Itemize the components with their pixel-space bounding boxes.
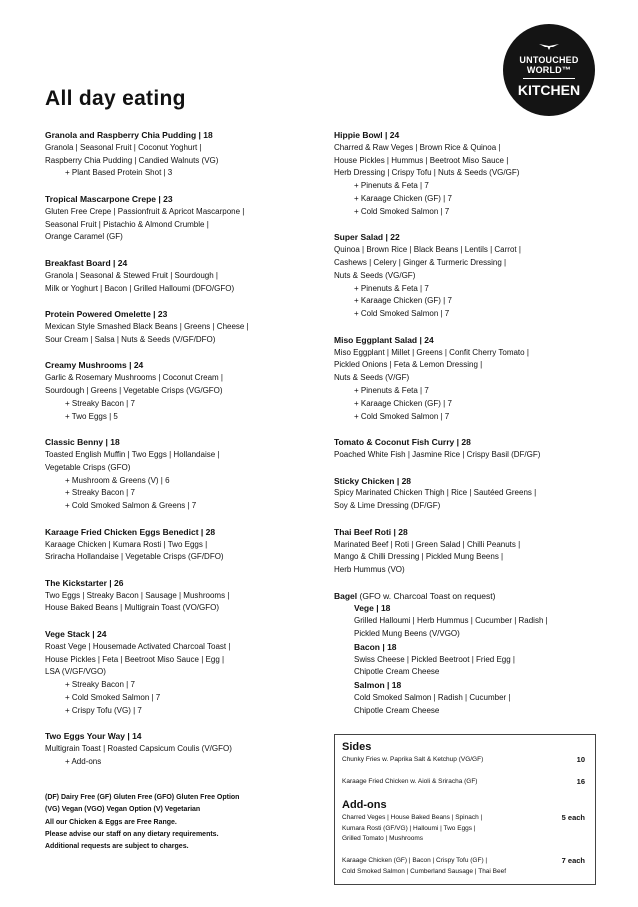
menu-item-title: Thai Beef Roti | 28	[334, 526, 408, 537]
bagel-option-description: Cold Smoked Salmon | Radish | Cucumber | Chipotle Cream Cheese	[354, 693, 511, 715]
logo-line-1: UNTOUCHED	[519, 55, 579, 65]
bagel-option-description: Swiss Cheese | Pickled Beetroot | Fried Egg | Chipotle Cream Cheese	[354, 654, 515, 677]
menu-item	[334, 436, 616, 462]
menu-item-title: Tropical Mascarpone Crepe | 23	[45, 193, 173, 204]
dietary-legend	[45, 792, 335, 853]
menu-item-addon: + Crispy Tofu (VG) | 7	[65, 705, 142, 715]
menu-item-title: Classic Benny | 18	[45, 437, 120, 448]
menu-item	[334, 334, 616, 424]
menu-item	[334, 526, 616, 577]
page-title: All day eating	[45, 87, 186, 110]
menu-item-addon: + Plant Based Protein Shot | 3	[65, 168, 173, 178]
addon-group-price: 5 each	[561, 813, 585, 822]
menu-item-description: Granola | Seasonal Fruit | Coconut Yoghurt | Raspberry Chia Pudding | Candied Walnuts (VG)	[45, 142, 219, 165]
menu-item	[45, 257, 335, 295]
left-menu-column	[45, 129, 335, 782]
menu-item-title: Protein Powered Omelette | 23	[45, 309, 168, 320]
addon-group-text: Charred Veges | House Baked Beans | Spinach | Kumara Rosti (GF/VG) | Halloumi | Two Eggs | Grilled Tomato | Mushrooms	[342, 814, 483, 842]
menu-item	[45, 730, 335, 768]
menu-item-description: Charred & Raw Veges | Brown Rice & Quinoa | House Pickles | Hummus | Beetroot Miso Sauce | Herb Dressing | Crispy Tofu | Nuts & Seeds (VG/GF)	[334, 142, 520, 178]
sides-title: Sides	[342, 741, 372, 753]
logo-divider	[523, 78, 575, 79]
menu-item-description: Two Eggs | Streaky Bacon | Sausage | Mushrooms | House Baked Beans | Multigrain Toast (VO/GFO)	[45, 590, 230, 613]
menu-item-description: Poached White Fish | Jasmine Rice | Crispy Basil (DF/GF)	[334, 449, 541, 459]
menu-item-addon: + Streaky Bacon | 7	[65, 680, 135, 690]
menu-item-description: Garlic & Rosemary Mushrooms | Coconut Cream | Sourdough | Greens | Vegetable Crisps (VG/GFO)	[45, 373, 223, 395]
menu-item-addon: + Cold Smoked Salmon | 7	[354, 309, 450, 319]
menu-item-title: Vege Stack | 24	[45, 629, 107, 640]
menu-item-addon: + Cold Smoked Salmon | 7	[65, 693, 161, 703]
menu-item	[45, 193, 335, 244]
menu-item	[45, 526, 335, 564]
menu-item-description: Marinated Beef | Roti | Green Salad | Chilli Peanuts | Mango & Chilli Dressing | Pickled Mung Beens | Herb Hummus (VO)	[334, 539, 521, 575]
menu-item-description: Granola | Seasonal & Stewed Fruit | Sourdough | Milk or Yoghurt | Bacon | Grilled Halloumi (DFO/GFO)	[45, 270, 235, 293]
menu-item-description: Gluten Free Crepe | Passionfruit & Apricot Mascarpone | Seasonal Fruit | Pistachio & Almond Crumble | Orange Caramel (GF)	[45, 206, 245, 242]
menu-item-addon: + Cold Smoked Salmon | 7	[354, 206, 450, 216]
logo-line-3: KITCHEN	[517, 82, 581, 98]
menu-item-addon: + Two Eggs | 5	[65, 411, 118, 421]
bird-icon	[503, 40, 595, 52]
menu-item-title: Breakfast Board | 24	[45, 257, 128, 268]
menu-item-title: Sticky Chicken | 28	[334, 475, 412, 486]
menu-item	[45, 436, 335, 513]
menu-item	[45, 129, 335, 180]
right-menu-column	[334, 129, 616, 730]
menu-item-title: The Kickstarter | 26	[45, 577, 124, 588]
bagel-section	[334, 590, 616, 718]
legend-line: Additional requests are subject to charges.	[45, 843, 189, 851]
menu-item-addon: + Pinenuts & Feta | 7	[354, 181, 429, 191]
menu-item-addon: + Karaage Chicken (GF) | 7	[354, 398, 452, 408]
menu-item-title: Granola and Raspberry Chia Pudding | 18	[45, 130, 213, 140]
logo-line-2: WORLD™	[526, 65, 572, 75]
sides-addons-box	[334, 734, 596, 885]
menu-item-addon: + Add-ons	[65, 757, 102, 767]
addons-title: Add-ons	[342, 799, 387, 811]
addon-group-text: Karaage Chicken (GF) | Bacon | Crispy Tofu (GF) | Cold Smoked Salmon | Cumberland Sausage | Thai Beef	[342, 857, 507, 875]
side-item-price: 16	[576, 777, 585, 786]
menu-item-title: Creamy Mushrooms | 24	[45, 360, 144, 371]
menu-item	[45, 577, 335, 615]
menu-item	[334, 129, 616, 219]
addon-group-price: 7 each	[561, 856, 585, 865]
bagel-option-title: Vege | 18	[354, 603, 391, 614]
menu-item-addon: + Pinenuts & Feta | 7	[354, 385, 429, 395]
menu-item-addon: + Karaage Chicken (GF) | 7	[354, 193, 452, 203]
menu-item	[45, 308, 335, 346]
bagel-option-description: Grilled Halloumi | Herb Hummus | Cucumber | Radish | Pickled Mung Beens (V/VGO)	[354, 616, 548, 639]
legend-line: (VG) Vegan (VGO) Vegan Option (V) Vegetarian	[45, 806, 201, 814]
menu-item-description: Miso Eggplant | Millet | Greens | Confit Cherry Tomato | Pickled Onions | Feta & Lemon Dressing | Nuts & Seeds (V/GF)	[334, 347, 529, 383]
side-item-price: 10	[576, 755, 585, 764]
menu-item-addon: + Mushroom & Greens (V) | 6	[65, 475, 170, 485]
legend-line: (DF) Dairy Free (GF) Gluten Free (GFO) Gluten Free Option	[45, 794, 240, 801]
bagel-name: Bagel	[334, 590, 358, 601]
menu-item-title: Two Eggs Your Way | 14	[45, 731, 142, 742]
menu-item-description: Spicy Marinated Chicken Thigh | Rice | Sautéed Greens | Soy & Lime Dressing (DF/GF)	[334, 488, 537, 511]
bagel-option-title: Salmon | 18	[354, 680, 402, 691]
side-item-text: Karaage Fried Chicken w. Aioli & Sriracha (GF)	[342, 778, 478, 785]
menu-item-addon: + Karaage Chicken (GF) | 7	[354, 296, 452, 306]
menu-item-addon: + Cold Smoked Salmon & Greens | 7	[65, 501, 197, 511]
menu-item-description: Quinoa | Brown Rice | Black Beans | Lentils | Carrot | Cashews | Celery | Ginger & Turmeric Dressing | Nuts & Seeds (VG/GF)	[334, 245, 521, 280]
menu-item-title: Hippie Bowl | 24	[334, 130, 400, 140]
menu-item-title: Miso Eggplant Salad | 24	[334, 334, 434, 345]
menu-item-title: Super Salad | 22	[334, 232, 400, 243]
menu-item-title: Tomato & Coconut Fish Curry | 28	[334, 437, 471, 448]
menu-item	[334, 475, 616, 513]
menu-item-description: Mexican Style Smashed Black Beans | Greens | Cheese | Sour Cream | Salsa | Nuts & Seeds (V/GF/DFO)	[45, 321, 249, 344]
menu-item-addon: + Cold Smoked Salmon | 7	[354, 411, 450, 421]
brand-logo	[503, 24, 595, 116]
menu-item-description: Roast Vege | Housemade Activated Charcoal Toast | House Pickles | Feta | Beetroot Miso Sauce | Egg | LSA (V/GF/VGO)	[45, 641, 231, 677]
menu-item-description: Karaage Chicken | Kumara Rosti | Two Eggs | Sriracha Hollandaise | Vegetable Crisps (GF/DFO)	[45, 539, 224, 562]
menu-item-addon: + Pinenuts & Feta | 7	[354, 283, 429, 293]
side-item-text: Chunky Fries w. Paprika Salt & Ketchup (VG/GF)	[342, 756, 484, 763]
bagel-option	[334, 641, 616, 679]
menu-item-description: Multigrain Toast | Roasted Capsicum Coulis (V/GFO)	[45, 744, 232, 754]
menu-item-title	[334, 590, 616, 603]
legend-line: Please advise our staff on any dietary requirements.	[45, 830, 219, 838]
bagel-option	[334, 679, 616, 717]
menu-item	[45, 359, 335, 423]
legend-line: All our Chicken & Eggs are Free Range.	[45, 818, 177, 826]
menu-item-addon: + Streaky Bacon | 7	[65, 488, 135, 498]
bagel-option-title: Bacon | 18	[354, 641, 397, 652]
menu-item	[334, 231, 616, 321]
bagel-note: (GFO w. Charcoal Toast on request)	[359, 590, 496, 601]
bagel-option	[334, 602, 616, 640]
menu-item	[45, 628, 335, 718]
menu-item-addon: + Streaky Bacon | 7	[65, 398, 135, 408]
menu-item-description: Toasted English Muffin | Two Eggs | Hollandaise | Vegetable Crisps (GFO)	[45, 449, 220, 472]
menu-item-title: Karaage Fried Chicken Eggs Benedict | 28	[45, 526, 216, 537]
